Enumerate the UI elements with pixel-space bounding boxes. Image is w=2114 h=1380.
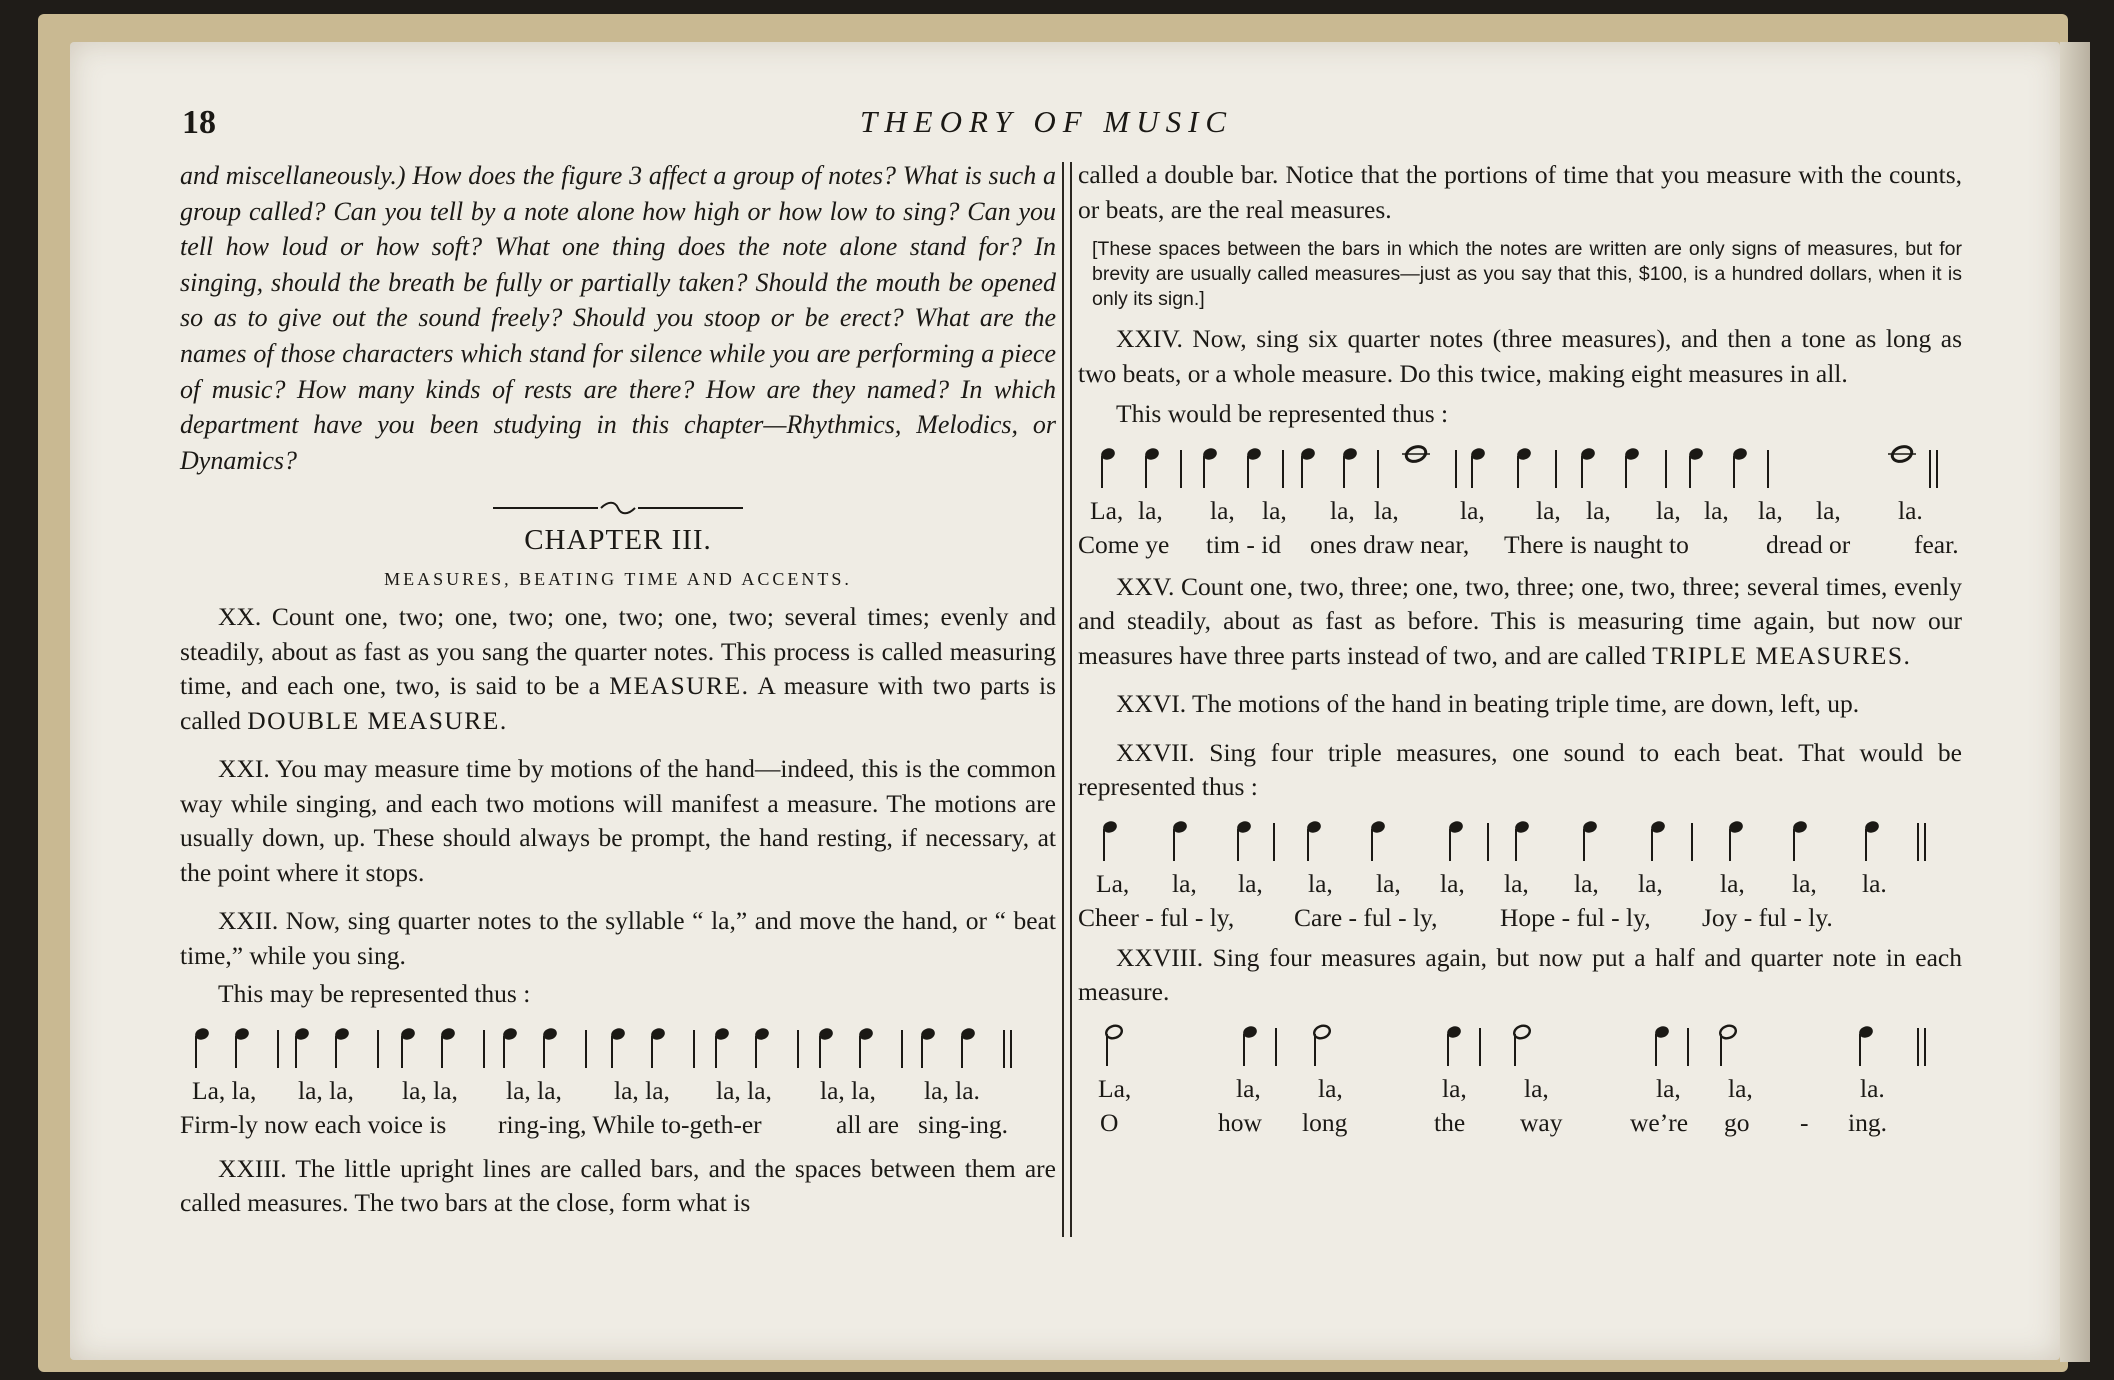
syllable: la, bbox=[1704, 495, 1729, 525]
chapter-subtitle: MEASURES, BEATING TIME AND ACCENTS. bbox=[384, 569, 852, 590]
syllable: la, bbox=[1318, 1073, 1343, 1103]
lyric-word: There is naught to bbox=[1504, 529, 1689, 559]
syllable: la, bbox=[1504, 868, 1529, 898]
syllable: la, bbox=[1656, 495, 1681, 525]
syllable: la, bbox=[1792, 868, 1817, 898]
paragraph-xxiii-continued: called a double bar. Notice that the portions of time that you measure with the counts, or beats, are the real measures. bbox=[1078, 160, 1962, 224]
syllable: la, la, bbox=[614, 1075, 670, 1105]
syllable: la, la, bbox=[716, 1075, 772, 1105]
syllable: La, bbox=[1090, 495, 1124, 525]
lyric-word: ones draw bbox=[1310, 529, 1415, 559]
syllable: la, bbox=[1574, 868, 1599, 898]
left-column bbox=[180, 158, 1056, 1221]
term-triple-measures: TRIPLE MEASURES. bbox=[1652, 640, 1912, 670]
lyric-word: the bbox=[1434, 1107, 1466, 1137]
lyric-word: all are bbox=[836, 1109, 899, 1139]
example-4-words bbox=[1078, 1108, 1962, 1142]
right-column bbox=[1078, 158, 1962, 1142]
example-1-syllables bbox=[180, 1076, 1056, 1110]
syllable: la, bbox=[1236, 1073, 1261, 1103]
example-3-words bbox=[1078, 903, 1962, 937]
term-double-measure: DOUBLE MEASURE. bbox=[247, 705, 508, 735]
running-head: THEORY OF MUSIC bbox=[860, 104, 1234, 139]
syllable: la, bbox=[1656, 1073, 1681, 1103]
example-3-syllables bbox=[1078, 869, 1962, 903]
column-divider bbox=[1062, 162, 1072, 1237]
syllable: la, bbox=[1374, 495, 1399, 525]
bracket-note: [These spaces between the bars in which the notes are written are only signs of measures, but for brevity are usually called measures—just as you say that this, $100, is a hundred dollars, when it is only its sign.] bbox=[1092, 238, 1962, 310]
syllable: la, la, bbox=[820, 1075, 876, 1105]
syllable: la, bbox=[1262, 495, 1287, 525]
syllable: la, bbox=[1816, 495, 1841, 525]
syllable: la, bbox=[1758, 495, 1783, 525]
lyric-word: tim - id bbox=[1206, 529, 1282, 559]
lyric-word: - bbox=[1800, 1107, 1809, 1137]
syllable: la. bbox=[1862, 868, 1887, 898]
music-example-2 bbox=[1078, 432, 1962, 496]
syllable: la, bbox=[1638, 868, 1663, 898]
review-questions: and miscellaneously.) How does the figure 3 affect a group of notes? What is such a group called? Can you tell by a note alone how high or how low to sing? Can you tell how loud or how soft? What one thing does the note alone stand for? In singing, should the breath be fully or partially taken? Should the mouth be opened so as to give out the sound freely? Should you stoop or be erect? What are the names of those characters which stand for silence while you are performing a piece of music? How many kinds of rests are there? How are they named? In which department have you been studying in this chapter—Rhythmics, Melodics, or Dynamics? bbox=[180, 161, 1056, 475]
syllable: la, bbox=[1238, 868, 1263, 898]
paragraph-xx-text-b: A measure with two parts is called bbox=[180, 671, 1057, 735]
syllable: la, bbox=[1586, 495, 1611, 525]
term-measure: MEASURE. bbox=[609, 671, 750, 701]
paragraph-xx bbox=[180, 600, 1056, 738]
syllable: la, la, bbox=[506, 1075, 562, 1105]
paragraph-xxii: XXII. Now, sing quarter notes to the syllable “ la,” and move the hand, or “ beat time,” while you sing. bbox=[180, 906, 1056, 970]
syllable: la, bbox=[1442, 1073, 1467, 1103]
lyric-word: Joy - ful - ly. bbox=[1702, 902, 1833, 932]
paragraph-xx-text: XX. Count one, two; one, two; one, two; one, two; several times; evenly and steadily, about as fast as you sang the quarter notes. This process is called measuring time, and each one, two, is said to be a bbox=[180, 602, 1056, 701]
syllable: La, la, bbox=[192, 1075, 257, 1105]
syllable: la, bbox=[1210, 495, 1235, 525]
represented-label-2: This would be represented thus : bbox=[1116, 399, 1449, 428]
paragraph-xxiv: XXIV. Now, sing six quarter notes (three measures), and then a tone as long as two beats, or a whole measure. Do this twice, making eight measures in all. bbox=[1078, 324, 1962, 388]
syllable: la. bbox=[1860, 1073, 1885, 1103]
lyric-word: Firm-ly now each voice is bbox=[180, 1109, 447, 1139]
paragraph-xxv bbox=[1078, 570, 1962, 674]
syllable: la, bbox=[1720, 868, 1745, 898]
example-2-syllables bbox=[1078, 496, 1962, 530]
syllable: la, bbox=[1330, 495, 1355, 525]
lyric-word: we’re bbox=[1630, 1107, 1689, 1137]
example-1-words bbox=[180, 1110, 1056, 1144]
lyric-word: Hope - ful - ly, bbox=[1500, 902, 1651, 932]
syllable: la, bbox=[1440, 868, 1465, 898]
paragraph-xxvi: XXVI. The motions of the hand in beating triple time, are down, left, up. bbox=[1116, 689, 1860, 718]
example-4-syllables bbox=[1078, 1074, 1962, 1108]
lyric-word: sing-ing. bbox=[918, 1109, 1008, 1139]
lyric-word: dread or bbox=[1766, 529, 1851, 559]
lyric-word: O bbox=[1100, 1107, 1119, 1137]
music-example-1 bbox=[180, 1012, 1056, 1076]
syllable: la, bbox=[1138, 495, 1163, 525]
lyric-word: Care - ful - ly, bbox=[1294, 902, 1438, 932]
music-example-3 bbox=[1078, 805, 1962, 869]
page-number: 18 bbox=[182, 104, 216, 141]
lyric-word: Cheer - ful - ly, bbox=[1078, 902, 1235, 932]
example-2-words bbox=[1078, 530, 1962, 564]
paragraph-xxviii: XXVIII. Sing four measures again, but now put a half and quarter note in each measure. bbox=[1078, 942, 1962, 1006]
syllable: la, bbox=[1536, 495, 1561, 525]
page-stack-edge bbox=[2060, 42, 2090, 1362]
lyric-word: how bbox=[1218, 1107, 1262, 1137]
lyric-word: near, bbox=[1420, 529, 1470, 559]
syllable: la, bbox=[1308, 868, 1333, 898]
syllable: La, bbox=[1096, 868, 1130, 898]
chapter-title: CHAPTER III. bbox=[524, 524, 712, 557]
lyric-word: go bbox=[1724, 1107, 1750, 1137]
syllable: la, la, bbox=[402, 1075, 458, 1105]
represented-label-1: This may be represented thus : bbox=[218, 979, 531, 1009]
lyric-word: Come ye bbox=[1078, 529, 1170, 559]
syllable: la, la, bbox=[298, 1075, 354, 1105]
paragraph-xxiii: XXIII. The little upright lines are called bars, and the spaces between them are called measures. The two bars at the close, form what is bbox=[180, 1153, 1056, 1218]
syllable: la, bbox=[1376, 868, 1401, 898]
lyric-word: ring-ing, While to-geth-er bbox=[498, 1109, 762, 1139]
syllable: la, bbox=[1524, 1073, 1549, 1103]
lyric-word: long bbox=[1302, 1107, 1348, 1137]
lyric-word: ing. bbox=[1848, 1107, 1887, 1137]
syllable: la, bbox=[1460, 495, 1485, 525]
syllable: La, bbox=[1098, 1073, 1132, 1103]
music-example-4 bbox=[1078, 1010, 1962, 1074]
syllable: la, la. bbox=[924, 1075, 980, 1105]
lyric-word: fear. bbox=[1914, 529, 1959, 559]
paragraph-xxvii: XXVII. Sing four triple measures, one sound to each beat. That would be represented thus : bbox=[1078, 737, 1962, 801]
lyric-word: way bbox=[1520, 1107, 1563, 1137]
syllable: la, bbox=[1728, 1073, 1753, 1103]
paragraph-xxi: XXI. You may measure time by motions of the hand—indeed, this is the common way while singing, and each two motions will manifest a measure. The motions are usually down, up. These should always be prompt, the hand resting, if necessary, at the point where it stops. bbox=[180, 754, 1056, 887]
chapter-ornament bbox=[493, 500, 743, 516]
syllable: la, bbox=[1172, 868, 1197, 898]
paragraph-xxv-text: XXV. Count one, two, three; one, two, three; one, two, three; several times, evenly and steadily, about as fast as before. This is measuring time again, but now our measures have three parts instead of two, and are called bbox=[1078, 571, 1962, 670]
syllable: la. bbox=[1898, 495, 1923, 525]
